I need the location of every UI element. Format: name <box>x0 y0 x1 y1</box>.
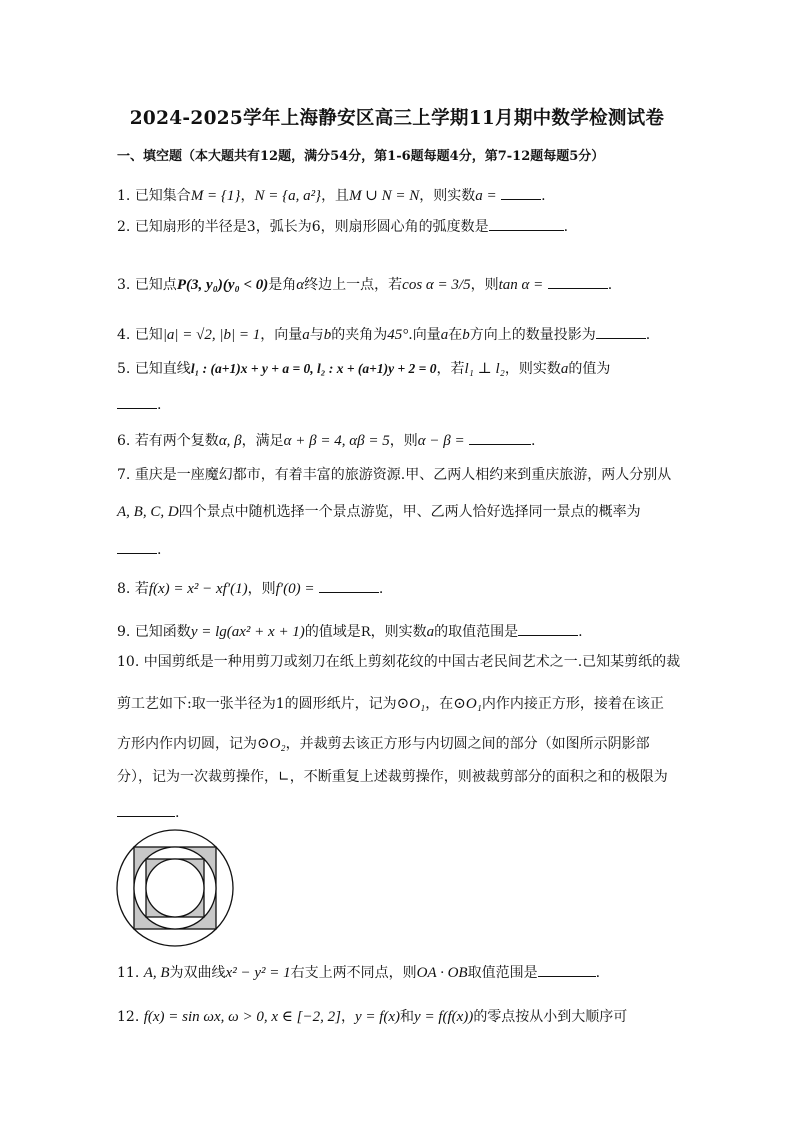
question-text: ，则 <box>247 581 276 597</box>
math-expression: y = f(f(x)) <box>414 1009 474 1025</box>
question-text: .向量 <box>408 327 441 343</box>
math-expression: f(x) = x² − xf′(1) <box>148 581 248 597</box>
answer-blank[interactable] <box>501 187 541 200</box>
question-number: 10. <box>117 654 140 670</box>
question-text: ， <box>240 188 255 204</box>
math-expression: b <box>323 327 332 343</box>
answer-blank[interactable] <box>518 623 578 636</box>
question-text: 已知 <box>134 327 163 343</box>
question-10-line-3 <box>117 737 650 752</box>
question-text: 若 <box>134 581 149 597</box>
question-3 <box>117 276 612 293</box>
question-2 <box>117 218 568 234</box>
math-expression: A, B <box>143 965 170 981</box>
math-expression: ⊙O₁ <box>453 696 482 712</box>
question-7-line-2 <box>117 505 641 520</box>
math-expression: P(3, y₀)(y₀ < 0) <box>176 277 269 293</box>
question-text: 已知直线 <box>134 361 191 377</box>
question-7 <box>117 468 671 482</box>
question-number: 1. <box>117 188 131 204</box>
question-10-line-2 <box>117 697 664 712</box>
math-expression: A, B, C, D <box>117 504 179 520</box>
math-expression: b <box>462 327 470 343</box>
math-expression: M = {1} <box>190 188 241 204</box>
math-expression: ⊙O₁ <box>396 696 426 712</box>
question-text: . <box>645 327 651 343</box>
question-number: 2. <box>117 219 131 235</box>
question-1 <box>117 187 546 204</box>
question-9 <box>117 623 583 640</box>
question-text: 取值范围是 <box>467 965 538 981</box>
question-text: 方向上的数量投影为 <box>469 327 596 343</box>
exam-title: 2024-2025学年上海静安区高三上学期11月期中数学检测试卷 <box>129 108 665 129</box>
question-text: 的值域是 <box>304 624 361 640</box>
question-text: 已知函数 <box>134 624 191 640</box>
question-text: 为双曲线 <box>169 965 226 981</box>
question-number: 8. <box>117 581 131 597</box>
question-text: 分），记为一次裁剪操作， <box>117 769 278 785</box>
question-8 <box>117 580 383 597</box>
math-expression: f′(0) = <box>275 581 315 597</box>
question-text: 的值为 <box>568 361 611 377</box>
question-text: ，满足 <box>241 433 284 449</box>
section-heading: 一、填空题（本大题共有12题，满分54分，第1-6题每题4分，第7-12题每题5分） <box>117 149 605 164</box>
question-text: 和 <box>400 1009 415 1025</box>
math-expression: tan α = <box>498 277 544 293</box>
question-text: 已知点 <box>134 277 177 293</box>
question-text: 四个景点中随机选择一个景点游览，甲、乙两人恰好选择同一景点的概率为 <box>178 504 641 520</box>
question-10-answer-line <box>117 804 179 820</box>
question-text: 右支上两不同点，则 <box>290 965 417 981</box>
question-text: ，不断重复上述裁剪操作，则被裁剪部分的面积之和的极限为 <box>289 769 668 785</box>
question-text: 重庆是一座魔幻都市，有着丰富的旅游资源.甲、乙两人相约来到重庆旅游，两人分别从 <box>134 467 672 483</box>
question-text: ，并裁剪去该正方形与内切圆之间的部分（如图所示阴影部 <box>285 736 650 752</box>
math-expression: OA · OB <box>416 965 468 981</box>
math-expression: a <box>302 327 310 343</box>
question-text: . <box>541 188 546 204</box>
inner-circle-o3 <box>146 859 204 917</box>
question-10-line-4 <box>117 770 668 784</box>
answer-blank[interactable] <box>596 326 646 339</box>
math-expression: y = lg(ax² + x + 1) <box>190 624 305 640</box>
question-number: 6. <box>117 433 131 449</box>
answer-blank[interactable] <box>469 432 531 445</box>
question-text: ， <box>340 1009 355 1025</box>
math-expression: N = {a, a²} <box>254 188 322 204</box>
math-expression: f(x) = sin ωx, ω > 0, x ∈ [−2, 2] <box>143 1009 341 1025</box>
question-text: ，则 <box>470 277 499 293</box>
question-text: ，则实数 <box>504 361 561 377</box>
question-number: 9. <box>117 624 131 640</box>
math-expression: cos α = 3/5 <box>402 277 471 293</box>
question-number: 12. <box>117 1009 140 1025</box>
answer-blank[interactable] <box>548 276 608 289</box>
question-text: . <box>157 397 162 413</box>
question-7-answer-line <box>117 541 161 557</box>
math-expression: 45° <box>387 327 409 343</box>
question-text: 的零点按从小到大顺序可 <box>473 1009 628 1025</box>
math-expression: M ∪ N = N <box>349 188 420 204</box>
question-text: 在 <box>448 327 463 343</box>
question-12 <box>117 1010 627 1025</box>
question-text: 已知集合 <box>134 188 191 204</box>
question-text: 的取值范围是 <box>434 624 519 640</box>
question-text: 剪工艺如下:取一张半径为1的圆形纸片，记为 <box>117 696 397 712</box>
answer-blank[interactable] <box>117 804 175 817</box>
question-text: 方形内作内切圆，记为 <box>117 736 257 752</box>
question-text: . <box>175 805 180 821</box>
math-expression: x² − y² = 1 <box>225 965 291 981</box>
math-expression: α − β = <box>417 433 465 449</box>
question-10 <box>117 655 680 669</box>
question-5-answer-line <box>117 396 161 412</box>
math-expression: α, β <box>218 433 242 449</box>
question-text: 与 <box>309 327 324 343</box>
question-4 <box>117 326 650 343</box>
answer-blank[interactable] <box>538 964 596 977</box>
question-11 <box>117 964 600 981</box>
question-number: 3. <box>117 277 131 293</box>
answer-blank[interactable] <box>117 396 157 409</box>
math-expression: ∟ <box>278 769 290 785</box>
question-number: 11. <box>117 965 140 981</box>
math-expression: a <box>440 327 449 343</box>
question-text: 中国剪纸是一种用剪刀或刻刀在纸上剪刻花纹的中国古老民间艺术之一.已知某剪纸的裁 <box>143 654 681 670</box>
cutting-figure <box>114 827 236 949</box>
math-expression: |a| = √2, |b| = 1 <box>162 327 261 343</box>
question-text: . <box>595 965 601 981</box>
question-text: 若有两个复数 <box>134 433 219 449</box>
question-text: ，且 <box>321 188 350 204</box>
question-5 <box>117 362 610 377</box>
question-text: ，向量 <box>260 327 303 343</box>
question-text: 内作内接正方形，接着在该正 <box>481 696 664 712</box>
question-text: ，则 <box>389 433 418 449</box>
question-6 <box>117 432 535 449</box>
question-number: 5. <box>117 361 131 377</box>
question-number: 7. <box>117 467 131 483</box>
question-text: 已知扇形的半径是3，弧长为6，则扇形圆心角的弧度数是 <box>134 219 489 235</box>
math-expression: l₁ ⊥ l₂ <box>464 361 505 377</box>
math-expression: ⊙O₂ <box>257 736 286 752</box>
math-expression: l₁ : (a+1)x + y + a = 0, l₂ : x + (a+1)y + 2 = 0 <box>190 361 437 376</box>
question-text: ，在 <box>425 696 454 712</box>
question-text: 终边上一点，若 <box>304 277 403 293</box>
question-number: 4. <box>117 327 131 343</box>
question-text: ，则实数 <box>419 188 476 204</box>
answer-blank[interactable] <box>489 218 564 231</box>
question-text: ，若 <box>436 361 465 377</box>
math-expression: y = f(x) <box>354 1009 401 1025</box>
question-text: . <box>157 542 162 558</box>
answer-blank[interactable] <box>319 580 379 593</box>
question-text: 的夹角为 <box>331 327 388 343</box>
question-text: ，则实数 <box>370 624 427 640</box>
math-expression: a <box>426 624 435 640</box>
math-expression: α <box>296 277 305 293</box>
math-expression: a <box>560 361 569 377</box>
question-text: . <box>378 581 384 597</box>
question-text: . <box>531 433 536 449</box>
question-text: . <box>578 624 583 640</box>
question-text: . <box>607 277 613 293</box>
question-text: 是角 <box>268 277 297 293</box>
math-expression: α + β = 4, αβ = 5 <box>283 433 390 449</box>
math-expression: R <box>360 625 371 640</box>
answer-blank[interactable] <box>117 541 157 554</box>
question-text: . <box>563 219 569 235</box>
math-expression: a = <box>475 188 497 204</box>
